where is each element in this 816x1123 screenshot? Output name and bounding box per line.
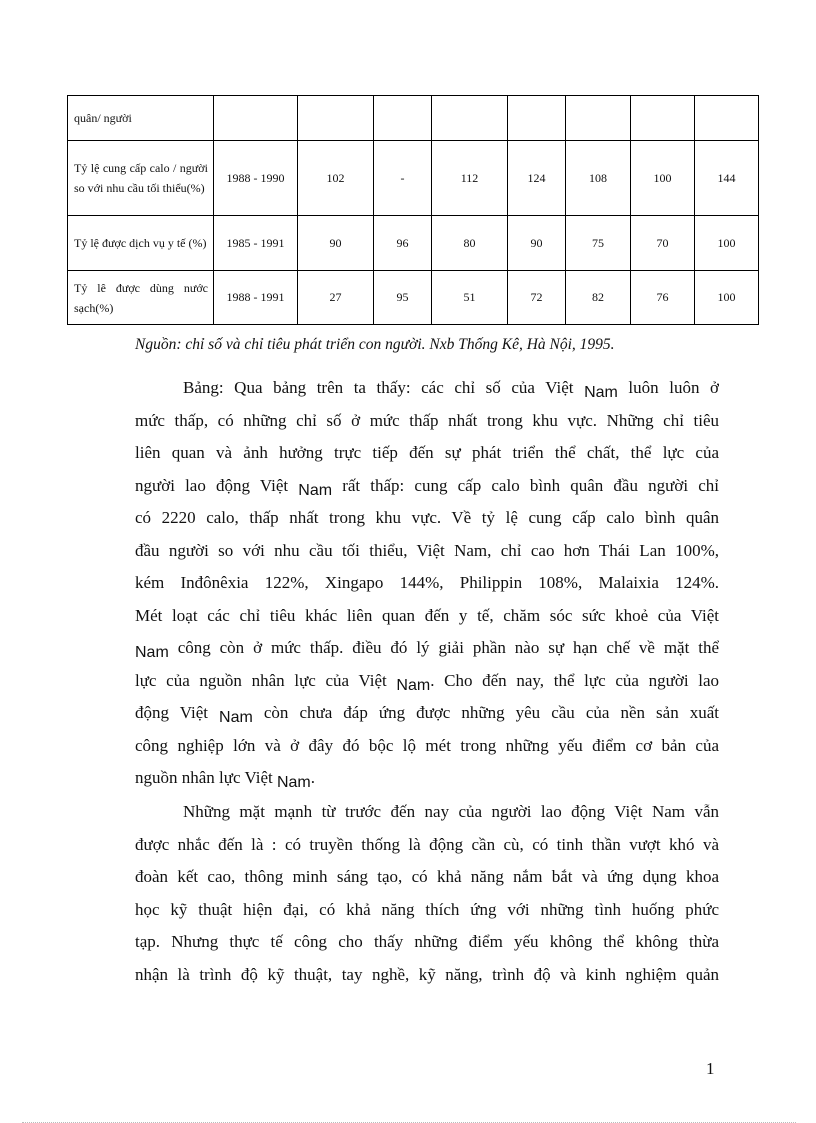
value-cell: 90 bbox=[298, 216, 374, 271]
text-line: học kỹ thuật hiện đại, có khả năng thích ứng với những tình huống phức bbox=[135, 899, 719, 919]
value-cell: 51 bbox=[432, 271, 508, 325]
country-name: Nam bbox=[396, 676, 431, 694]
text-line: nhận là trình độ kỹ thuật, tay nghề, kỹ năng, trình độ và kinh nghiệm quản bbox=[135, 964, 719, 984]
value-cell bbox=[374, 96, 432, 141]
value-cell: 75 bbox=[566, 216, 631, 271]
table-row bbox=[68, 271, 759, 325]
period-cell bbox=[214, 96, 298, 141]
value-cell: 108 bbox=[566, 141, 631, 216]
text-line: Bảng: Qua bảng trên ta thấy: các chỉ số của Việt Nam luôn luôn ở bbox=[183, 378, 719, 401]
value-cell: 144 bbox=[695, 141, 759, 216]
table-row bbox=[68, 141, 759, 216]
paragraph-2 bbox=[135, 796, 719, 991]
value-cell bbox=[566, 96, 631, 141]
text-line: đầu người so với nhu cầu tối thiểu, Việt Nam, chỉ cao hơn Thái Lan 100%, bbox=[135, 540, 719, 560]
value-cell: 95 bbox=[374, 271, 432, 325]
table-row bbox=[68, 96, 759, 141]
text-line: Mét loạt các chỉ tiêu khác liên quan đến y tế, chăm sóc sức khoẻ của Việt bbox=[135, 605, 719, 625]
value-cell: 100 bbox=[695, 216, 759, 271]
text-line: động Việt Nam còn chưa đáp ứng được những yêu cầu của nền sản xuất bbox=[135, 703, 719, 726]
text-line: lực của nguồn nhân lực của Việt Nam. Cho đến nay, thể lực của người lao bbox=[135, 670, 719, 694]
value-cell bbox=[695, 96, 759, 141]
country-name: Nam bbox=[584, 384, 618, 401]
text-line: nguồn nhân lực Việt Nam. bbox=[135, 768, 315, 791]
value-cell bbox=[631, 96, 695, 141]
value-cell: 76 bbox=[631, 271, 695, 325]
value-cell: 27 bbox=[298, 271, 374, 325]
text-line: có 2220 calo, thấp nhất trong khu vực. Về tỷ lệ cung cấp calo bình quân bbox=[135, 508, 719, 527]
value-cell: 124 bbox=[508, 141, 566, 216]
value-cell: 96 bbox=[374, 216, 432, 271]
text-line: Những mặt mạnh từ trước đến nay của người lao động Việt Nam vẫn bbox=[183, 802, 719, 821]
paragraph-1 bbox=[135, 372, 719, 795]
value-cell bbox=[508, 96, 566, 141]
text-line: công nghiệp lớn và ở đây đó bộc lộ mét trong những yếu điểm cơ bản của bbox=[135, 735, 719, 755]
value-cell: 72 bbox=[508, 271, 566, 325]
value-cell: 112 bbox=[432, 141, 508, 216]
row-label: Tỷ lệ cung cấp calo / người so với nhu cầu tối thiểu(%) bbox=[68, 141, 214, 216]
text-line: mức thấp, có những chỉ số ở mức thấp nhất trong khu vực. Những chỉ tiêu bbox=[135, 410, 719, 430]
country-name: Nam bbox=[276, 774, 311, 791]
text-line: tạp. Nhưng thực tế công cho thấy những điểm yếu không thể không thừa bbox=[135, 932, 719, 951]
value-cell: 102 bbox=[298, 141, 374, 216]
table-row bbox=[68, 216, 759, 271]
period-cell: 1988 - 1990 bbox=[214, 141, 298, 216]
value-cell bbox=[298, 96, 374, 141]
period-cell: 1985 - 1991 bbox=[214, 216, 298, 271]
text-line: người lao động Việt Nam rất thấp: cung cấp calo bình quân đầu người chỉ bbox=[135, 475, 719, 499]
value-cell: 80 bbox=[432, 216, 508, 271]
row-label: Tỷ lệ được dịch vụ y tế (%) bbox=[68, 216, 214, 271]
value-cell bbox=[432, 96, 508, 141]
value-cell: 70 bbox=[631, 216, 695, 271]
row-label: quân/ người bbox=[68, 96, 214, 141]
country-name: Nam bbox=[219, 709, 253, 726]
value-cell: - bbox=[374, 141, 432, 216]
value-cell: 82 bbox=[566, 271, 631, 325]
value-cell: 90 bbox=[508, 216, 566, 271]
text-line: liên quan và ảnh hưởng trực tiếp đến sự phát triển thể chất, thể lực của bbox=[135, 443, 719, 462]
value-cell: 100 bbox=[695, 271, 759, 325]
period-cell: 1988 - 1991 bbox=[214, 271, 298, 325]
text-line: được nhắc đến là : có truyền thống là động cần cù, có tinh thần vượt khó và bbox=[135, 834, 719, 854]
country-name: Nam bbox=[298, 481, 333, 499]
statistics-table bbox=[67, 95, 759, 325]
text-line: Nam công còn ở mức thấp. điều đó lý giải phần nào sự hạn chế về mặt thể bbox=[135, 638, 719, 661]
row-label: Tỷ lê được dùng nước sạch(%) bbox=[68, 271, 214, 325]
text-line: đoàn kết cao, thông minh sáng tạo, có khả năng nắm bắt và ứng dụng khoa bbox=[135, 867, 719, 886]
page-number: 1 bbox=[706, 1059, 715, 1078]
source-note: Nguồn: chỉ số và chỉ tiêu phát triển con người. Nxb Thống Kê, Hà Nội, 1995. bbox=[135, 336, 615, 353]
country-name: Nam bbox=[135, 644, 169, 661]
value-cell: 100 bbox=[631, 141, 695, 216]
text-line: kém Inđônêxia 122%, Xingapo 144%, Philippin 108%, Malaixia 124%. bbox=[135, 573, 719, 592]
